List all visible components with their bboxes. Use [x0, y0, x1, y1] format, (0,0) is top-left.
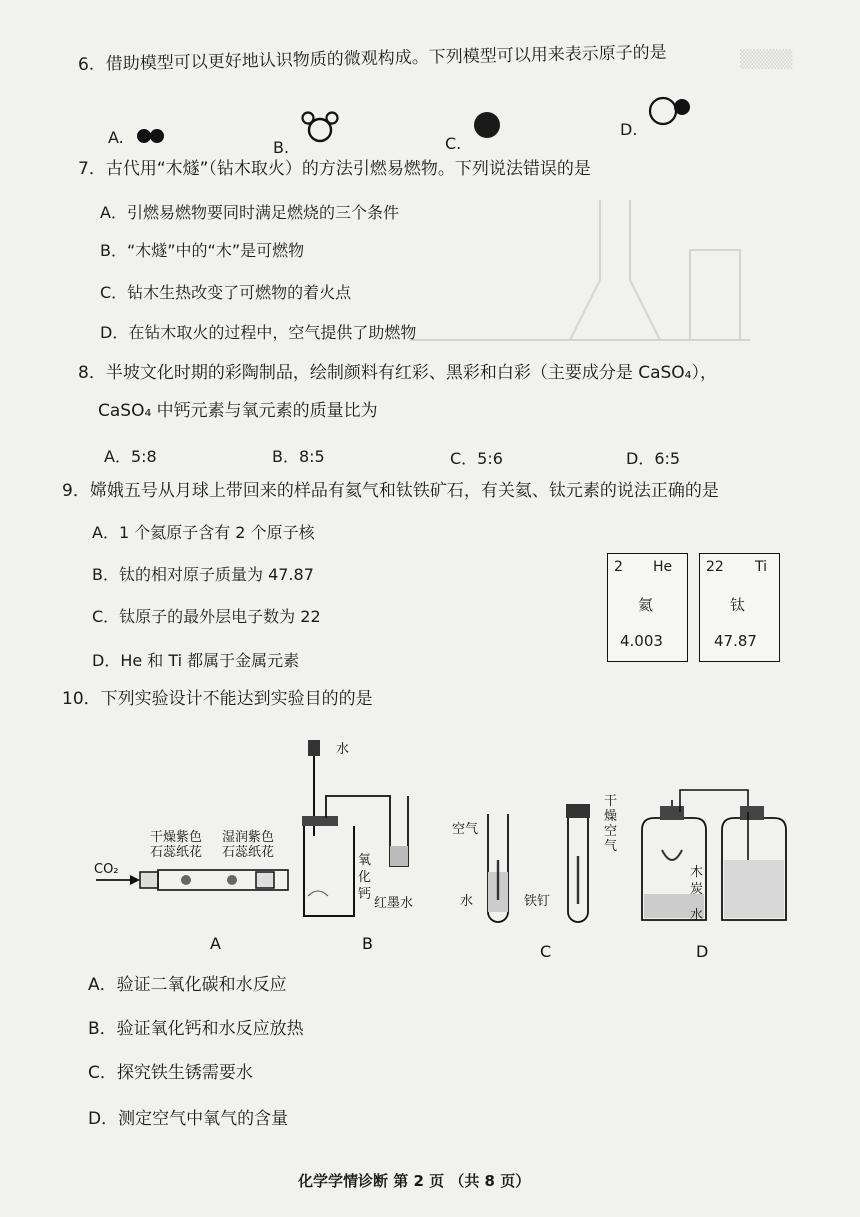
model-triatomic-molecule-icon [300, 110, 340, 144]
apparatus-c-water-label: 水 [460, 894, 474, 909]
question-8-stem-line1: 8．半坡文化时期的彩陶制品，绘制颜料有红彩、黑彩和白彩（主要成分是 CaSO₄）， [78, 363, 717, 383]
question-8-stem-line2: CaSO₄ 中钙元素与氧元素的质量比为 [98, 401, 378, 421]
question-9-stem: 9．嫦娥五号从月球上带回来的样品有氦气和钛铁矿石，有关氦、钛元素的说法正确的是 [62, 481, 719, 501]
helium-name: 氦 [638, 596, 654, 614]
helium-atomic-mass: 4.003 [620, 632, 663, 650]
question-10-stem: 10．下列实验设计不能达到实验目的的是 [62, 689, 373, 709]
apparatus-b-flask-icon [296, 736, 436, 936]
titanium-atomic-mass: 47.87 [714, 632, 757, 650]
q7-option-b: B．“木燧”中的“木”是可燃物 [100, 241, 305, 260]
question-7-stem: 7．古代用“木燧”（钻木取火）的方法引燃易燃物。下列说法错误的是 [78, 159, 591, 179]
q6-option-c-label: C. [445, 134, 462, 153]
model-heteroatom-molecule-icon [648, 96, 694, 126]
model-diatomic-molecule-icon [136, 128, 166, 144]
apparatus-c-dry-air-label: 干 燥 空 气 [604, 794, 618, 854]
page-footer: 化学学情诊断 第 2 页 （共 8 页） [298, 1172, 531, 1190]
bleed-through-shadow: ▒▒▒▒ [740, 50, 793, 70]
apparatus-d-bottles-icon [636, 790, 796, 930]
apparatus-d-label: D [696, 942, 709, 961]
q9-option-a: A．1 个氦原子含有 2 个原子核 [92, 523, 315, 542]
q8-option-b: B．8:5 [272, 447, 325, 466]
apparatus-c-air-label: 空气 [452, 822, 479, 837]
q8-option-d: D．6:5 [626, 449, 681, 468]
titanium-atomic-number: 22 [706, 559, 724, 575]
apparatus-d-charcoal-label: 木 炭 [690, 865, 704, 897]
q7-option-a: A．引燃易燃物要同时满足燃烧的三个条件 [100, 203, 399, 222]
q7-option-c: C．钻木生热改变了可燃物的着火点 [100, 283, 352, 302]
model-single-atom-icon [472, 110, 502, 140]
apparatus-a-label: A [210, 934, 221, 953]
apparatus-b-ink-label: 红墨水 [374, 896, 414, 911]
q6-option-a-label: A. [108, 128, 124, 147]
q7-option-d: D．在钻木取火的过程中，空气提供了助燃物 [100, 323, 417, 342]
q6-option-d-label: D. [620, 120, 638, 139]
apparatus-c-label: C [540, 942, 552, 961]
apparatus-a-tube-icon [96, 860, 296, 900]
element-cell-titanium [699, 553, 780, 662]
q9-option-c: C．钛原子的最外层电子数为 22 [92, 607, 321, 626]
apparatus-a-dry-paper-label: 干燥紫色 石蕊纸花 [150, 830, 203, 860]
apparatus-c-nail-label: 铁钉 [524, 894, 551, 909]
q10-option-b: B．验证氧化钙和水反应放热 [88, 1019, 304, 1039]
q8-option-c: C．5:6 [450, 449, 503, 468]
q10-option-d: D．测定空气中氧气的含量 [88, 1109, 289, 1129]
apparatus-c-test-tubes-icon [476, 800, 616, 930]
q9-option-d: D．He 和 Ti 都属于金属元素 [92, 651, 300, 670]
q6-option-b-label: B. [273, 138, 290, 157]
q9-option-b: B．钛的相对原子质量为 47.87 [92, 565, 314, 584]
titanium-symbol: Ti [755, 559, 768, 575]
helium-atomic-number: 2 [614, 559, 623, 575]
apparatus-b-cao-label: 氧 化 钙 [358, 853, 372, 902]
apparatus-a-wet-paper-label: 湿润紫色 石蕊纸花 [222, 830, 275, 860]
element-cell-helium [607, 553, 688, 662]
apparatus-b-water-label: 水 [336, 742, 350, 757]
q10-option-c: C．探究铁生锈需要水 [88, 1063, 253, 1083]
apparatus-d-water-label: 水 [690, 908, 704, 923]
helium-symbol: He [653, 559, 673, 575]
titanium-name: 钛 [730, 596, 746, 614]
q10-option-a: A．验证二氧化碳和水反应 [88, 975, 287, 995]
apparatus-a-gas-label: CO₂ [94, 862, 119, 877]
q8-option-a: A．5:8 [104, 447, 157, 466]
question-6-stem: 6．借助模型可以更好地认识物质的微观构成。下列模型可以用来表示原子的是 [77, 42, 667, 75]
apparatus-b-label: B [362, 934, 373, 953]
bleed-through-apparatus [400, 190, 760, 350]
